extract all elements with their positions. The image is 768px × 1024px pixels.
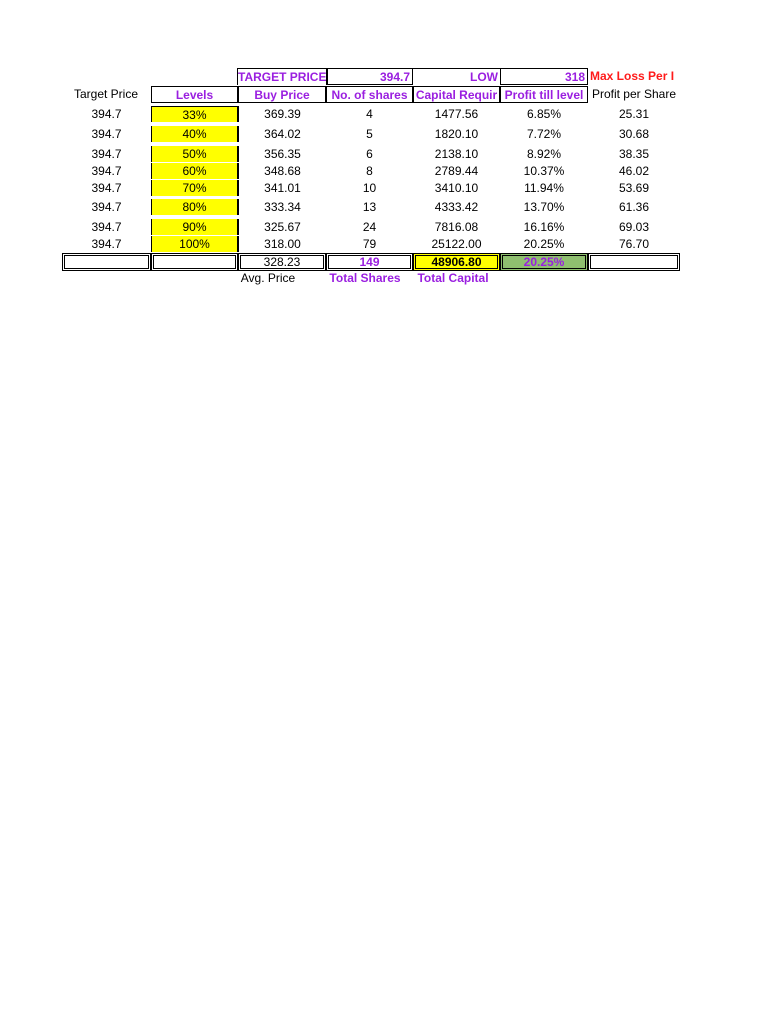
row-target-price[interactable]: 394.7 (91, 107, 122, 121)
row-capital[interactable]: 2138.10 (434, 147, 479, 161)
row-profit-till-level[interactable]: 13.70% (523, 200, 565, 214)
row-profit-till-level[interactable]: 6.85% (526, 107, 562, 121)
row-no-of-shares[interactable]: 10 (362, 181, 377, 195)
totals-empty-a[interactable] (62, 253, 151, 271)
row-buy-price[interactable]: 369.39 (238, 106, 326, 122)
target-price-label[interactable]: TARGET PRICE (238, 70, 326, 84)
row-target-price[interactable]: 394.7 (91, 164, 122, 178)
row-no-of-shares[interactable]: 24 (362, 220, 377, 234)
total-shares-label[interactable]: Total Shares (329, 271, 401, 285)
row-profit-till-level[interactable]: 16.16% (523, 220, 565, 234)
row-capital[interactable]: 7816.08 (434, 220, 479, 234)
header-profit-till-level[interactable]: Profit till level (500, 86, 588, 103)
row-buy-price[interactable]: 318.00 (238, 236, 326, 252)
header-levels[interactable]: Levels (151, 86, 238, 103)
row-profit-per-share[interactable]: 25.31 (618, 107, 650, 121)
row-level[interactable]: 70% (151, 180, 238, 196)
row-capital[interactable]: 3410.10 (434, 181, 479, 195)
avg-price-value[interactable]: 328.23 (238, 253, 326, 271)
row-target-price[interactable]: 394.7 (91, 181, 122, 195)
row-profit-till-level[interactable]: 10.37% (523, 164, 565, 178)
total-capital-value[interactable]: 48906.80 (413, 253, 500, 271)
row-profit-per-share[interactable]: 38.35 (618, 147, 650, 161)
row-level[interactable]: 50% (151, 146, 238, 162)
row-profit-per-share[interactable]: 53.69 (618, 181, 650, 195)
row-no-of-shares[interactable]: 4 (366, 107, 373, 121)
row-target-price[interactable]: 394.7 (91, 127, 122, 141)
low-label[interactable]: LOW (413, 68, 500, 85)
row-level[interactable]: 40% (151, 126, 238, 142)
row-buy-price[interactable]: 341.01 (238, 180, 326, 196)
row-profit-per-share[interactable]: 30.68 (618, 127, 650, 141)
row-level[interactable]: 80% (151, 199, 238, 215)
totals-empty-b[interactable] (151, 253, 238, 271)
row-profit-till-level[interactable]: 7.72% (526, 127, 562, 141)
row-no-of-shares[interactable]: 6 (366, 147, 373, 161)
row-level[interactable]: 100% (151, 236, 238, 252)
row-buy-price[interactable]: 333.34 (238, 199, 326, 215)
row-buy-price[interactable]: 364.02 (238, 126, 326, 142)
row-profit-till-level[interactable]: 11.94% (524, 181, 564, 195)
header-profit-per-share[interactable]: Profit per Share (591, 87, 677, 101)
row-profit-per-share[interactable]: 46.02 (618, 164, 650, 178)
row-profit-till-level[interactable]: 8.92% (526, 147, 562, 161)
total-shares-value[interactable]: 149 (326, 253, 413, 271)
row-buy-price[interactable]: 356.35 (238, 146, 326, 162)
row-target-price[interactable]: 394.7 (91, 220, 122, 234)
header-no-of-shares[interactable]: No. of shares (326, 86, 413, 103)
totals-empty-c[interactable] (588, 253, 680, 271)
header-target-price[interactable]: Target Price (73, 87, 139, 101)
row-target-price[interactable]: 394.7 (91, 200, 122, 214)
row-target-price[interactable]: 394.7 (91, 237, 122, 251)
header-capital-required[interactable]: Capital Requir (413, 86, 500, 103)
low-value[interactable]: 318 (500, 68, 588, 85)
target-price-value[interactable]: 394.7 (326, 68, 413, 85)
row-profit-per-share[interactable]: 76.70 (618, 237, 650, 251)
row-buy-price[interactable]: 348.68 (238, 163, 326, 179)
row-no-of-shares[interactable]: 13 (362, 200, 377, 214)
header-buy-price[interactable]: Buy Price (238, 86, 326, 103)
row-profit-per-share[interactable]: 61.36 (618, 200, 650, 214)
row-profit-till-level[interactable]: 20.25% (523, 237, 565, 251)
row-no-of-shares[interactable]: 5 (366, 127, 373, 141)
avg-price-label[interactable]: Avg. Price (240, 271, 296, 285)
row-no-of-shares[interactable]: 79 (362, 237, 377, 251)
row-capital[interactable]: 1820.10 (434, 127, 479, 141)
total-profit-value[interactable]: 20.25% (500, 253, 588, 271)
row-capital[interactable]: 1477.56 (434, 107, 479, 121)
row-level[interactable]: 60% (151, 163, 238, 179)
row-profit-per-share[interactable]: 69.03 (618, 220, 650, 234)
row-level[interactable]: 90% (151, 219, 238, 235)
max-loss-label[interactable]: Max Loss Per I (590, 69, 675, 83)
total-capital-label[interactable]: Total Capital (417, 271, 489, 285)
row-capital[interactable]: 25122.00 (431, 237, 482, 251)
row-level[interactable]: 33% (151, 106, 238, 122)
row-target-price[interactable]: 394.7 (91, 147, 122, 161)
row-capital[interactable]: 4333.42 (434, 200, 479, 214)
row-no-of-shares[interactable]: 8 (366, 164, 373, 178)
row-buy-price[interactable]: 325.67 (238, 219, 326, 235)
row-capital[interactable]: 2789.44 (434, 164, 479, 178)
